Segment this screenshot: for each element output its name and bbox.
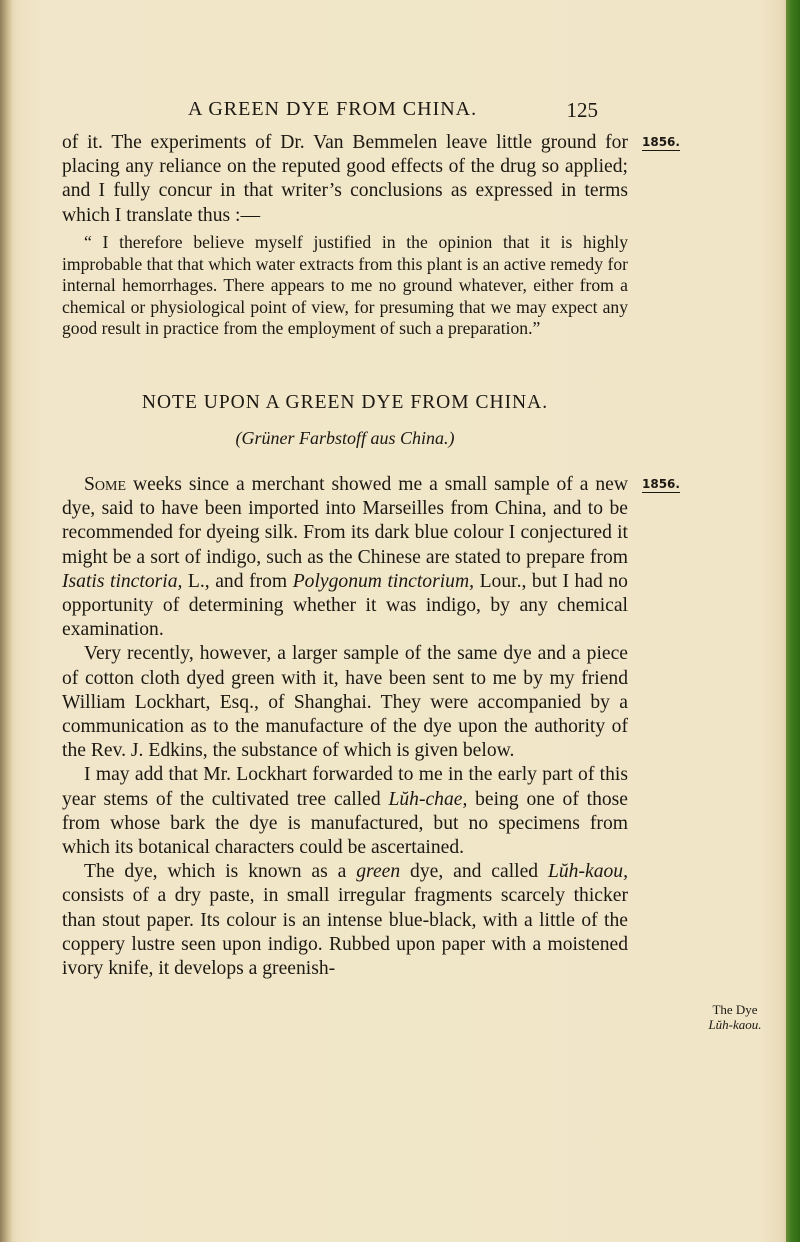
paragraph-2-text-a: weeks since a merchant showed me a small sample of a new dye, said to have been imported into Marseilles from China, and to be recommended for dyeing silk. From its dark blue colour I conjectured it might be a sort of indigo, such as the Chinese are stated to prepare from <box>62 474 628 568</box>
paragraph-5-text-a: The dye, which is known as a <box>84 861 357 883</box>
paragraph-4-italic-a: Lŭh-chae, <box>388 788 468 810</box>
margin-year-1: 1856. <box>642 135 680 149</box>
margin-note-line1: The Dye <box>712 1002 758 1017</box>
paragraph-5-italic-a: green <box>356 861 401 883</box>
margin-note <box>690 1002 780 1032</box>
section-subheading: (Grüner Farbstoff aus China.) <box>235 428 455 448</box>
paragraph-4-text-a: I may add that Mr. Lockhart forwarded to me in the early part of this year stems of the cultivated tree called <box>62 764 628 810</box>
paragraph-2-italic-b: Polygonum tinctorium, <box>292 570 475 592</box>
body-text <box>62 473 628 981</box>
block-quote <box>62 232 628 340</box>
quote-text: “ I therefore believe myself justified in the opinion that it is highly improbable that that which water extracts from this plant is an active remedy for internal hemorrhages. There appears to me no ground whatever, either from a chemical or physiological point of view, for presuming that we may expect any good result in practice from the employment of such a preparation.” <box>62 232 628 339</box>
paragraph-4-text-b: being one of those from whose bark the dye is manufactured, but no specimens from which its botanical characters could be ascertained. <box>62 788 628 859</box>
paragraph-2-text-c: Lour., but I had no opportunity of determining whether it was indigo, by any chemical examination. <box>62 570 628 641</box>
paragraph-2-lead: Some <box>84 474 127 495</box>
book-spine-shadow <box>0 0 12 1242</box>
paragraph-1 <box>62 131 628 228</box>
paragraph-2-italic-a: Isatis tinctoria, <box>62 570 183 592</box>
paragraph-5-text-b: dye, and called <box>400 861 548 883</box>
page-number: 125 <box>566 98 598 122</box>
section-heading: NOTE UPON A GREEN DYE FROM CHINA. <box>141 392 549 413</box>
paragraph-3: Very recently, however, a larger sample of the same dye and a piece of cotton cloth dyed green with it, have been sent to me by my friend William Lockhart, Esq., of Shanghai. They were accompanied by a communication as to the manufacture of the dye upon the authority of the Rev. J. Edkins, the substance of which is given below. <box>62 643 628 762</box>
paragraph-1-text: of it. The experiments of Dr. Van Bemmelen leave little ground for placing any reliance on the reputed good effects of the drug so applied; and I fully concur in that writer’s conclusions as expressed in terms which I translate thus :— <box>62 132 628 226</box>
paragraph-5-text-c: consists of a dry paste, in small irregular fragments scarcely thicker than stout paper. Its colour is an intense blue-black, with a little of the coppery lustre seen upon indigo. Rubbed upon paper with a moistened ivory knife, it develops a greenish- <box>62 885 628 980</box>
paragraph-2-text-b: L., and from <box>182 570 293 592</box>
cover-edge <box>786 0 800 1242</box>
running-head-title: A GREEN DYE FROM CHINA. <box>188 98 478 120</box>
running-head <box>188 98 598 123</box>
paragraph-2 <box>62 473 628 642</box>
paragraph-4 <box>62 763 628 860</box>
margin-note-line2: Lŭh-kaou. <box>708 1017 762 1032</box>
margin-year-2: 1856. <box>642 477 680 491</box>
paragraph-5 <box>62 860 628 981</box>
paragraph-5-italic-b: Lŭh-kaou, <box>547 861 628 883</box>
